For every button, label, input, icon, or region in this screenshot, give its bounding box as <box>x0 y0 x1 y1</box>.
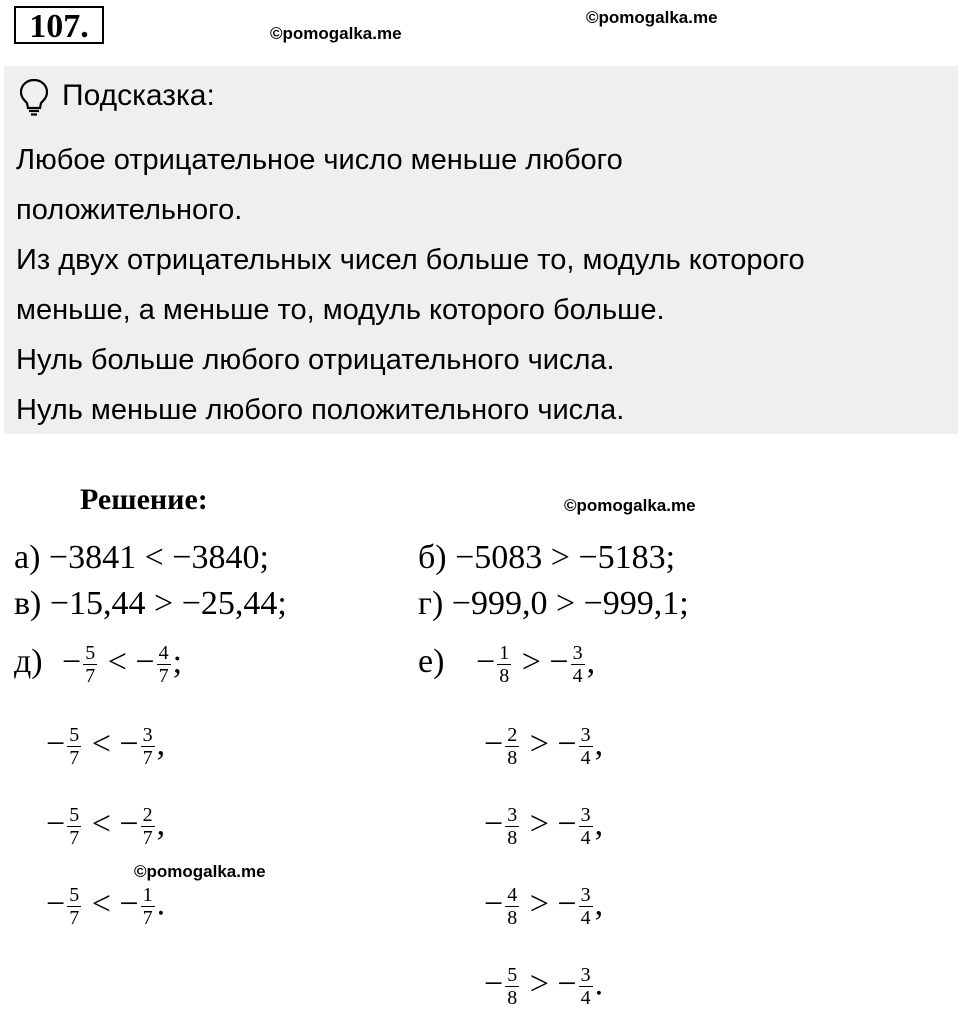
comparison-sign: > <box>513 643 550 681</box>
minus-sign: − <box>476 643 496 681</box>
fraction-left <box>505 964 519 1009</box>
numerator: 3 <box>507 804 518 826</box>
solution-g: г) −999,0 > −999,1; <box>418 585 689 622</box>
punctuation: . <box>594 965 604 1003</box>
numerator: 3 <box>580 964 591 986</box>
minus-sign: − <box>557 965 577 1003</box>
fraction-left <box>83 642 97 687</box>
denominator: 7 <box>158 665 169 687</box>
solution-e-inequality <box>484 724 603 769</box>
numerator: 2 <box>142 804 153 826</box>
minus-sign: − <box>46 805 66 843</box>
minus-sign: − <box>46 725 66 763</box>
minus-sign: − <box>119 725 139 763</box>
solution-d-label: д) <box>14 643 43 680</box>
numerator: 4 <box>507 884 518 906</box>
fraction-right <box>141 724 155 769</box>
fraction-right <box>579 724 593 769</box>
numerator: 3 <box>580 804 591 826</box>
numerator: 5 <box>69 884 80 906</box>
punctuation: , <box>156 725 166 763</box>
denominator: 7 <box>85 665 96 687</box>
solution-e-inequality <box>484 884 603 929</box>
solution-b: б) −5083 > −5183; <box>418 539 676 576</box>
minus-sign: − <box>484 805 504 843</box>
fraction-left <box>67 724 81 769</box>
solution-d-inequality <box>46 724 165 769</box>
denominator: 4 <box>580 827 591 849</box>
fraction-right <box>579 964 593 1009</box>
watermark: ©pomogalka.me <box>586 8 718 27</box>
problem-number: 107. <box>14 6 104 44</box>
numerator: 5 <box>69 804 80 826</box>
solution-e-inequality <box>476 642 595 687</box>
denominator: 8 <box>507 747 518 769</box>
hint-title: Подсказка: <box>62 79 215 112</box>
fraction-right <box>579 884 593 929</box>
hint-line: Из двух отрицательных чисел больше то, модуль которого <box>16 244 805 276</box>
denominator: 8 <box>499 665 510 687</box>
denominator: 4 <box>580 907 591 929</box>
minus-sign: − <box>549 643 569 681</box>
numerator: 1 <box>499 642 510 664</box>
minus-sign: − <box>557 885 577 923</box>
comparison-sign: > <box>521 965 558 1003</box>
solution-e-inequality <box>484 964 603 1009</box>
numerator: 3 <box>580 724 591 746</box>
denominator: 8 <box>507 907 518 929</box>
denominator: 7 <box>69 747 80 769</box>
denominator: 7 <box>142 747 153 769</box>
denominator: 4 <box>580 987 591 1009</box>
hint-line: положительного. <box>16 194 243 226</box>
solution-v: в) −15,44 > −25,44; <box>14 585 287 622</box>
comparison-sign: < <box>99 643 136 681</box>
denominator: 8 <box>507 827 518 849</box>
watermark: ©pomogalka.me <box>134 862 266 881</box>
numerator: 4 <box>158 642 169 664</box>
fraction-left <box>505 724 519 769</box>
numerator: 3 <box>142 724 153 746</box>
fraction-left <box>505 804 519 849</box>
punctuation: ; <box>172 643 183 681</box>
fraction-right <box>579 804 593 849</box>
denominator: 7 <box>142 827 153 849</box>
punctuation: , <box>156 805 166 843</box>
fraction-left <box>67 884 81 929</box>
fraction-left <box>67 804 81 849</box>
solution-e-inequality <box>484 804 603 849</box>
numerator: 3 <box>580 884 591 906</box>
punctuation: , <box>594 885 604 923</box>
numerator: 2 <box>507 724 518 746</box>
solution-d-inequality <box>46 804 165 849</box>
solution-d-inequality <box>62 642 182 687</box>
numerator: 5 <box>85 642 96 664</box>
minus-sign: − <box>135 643 155 681</box>
denominator: 8 <box>507 987 518 1009</box>
hint-line: Нуль больше любого отрицательного числа. <box>16 344 615 376</box>
watermark: ©pomogalka.me <box>564 496 696 515</box>
hint-line: Нуль меньше любого положительного числа. <box>16 394 625 426</box>
comparison-sign: < <box>83 805 120 843</box>
numerator: 1 <box>142 884 153 906</box>
denominator: 7 <box>69 827 80 849</box>
minus-sign: − <box>119 805 139 843</box>
fraction-right <box>141 804 155 849</box>
fraction-left <box>505 884 519 929</box>
denominator: 4 <box>572 665 583 687</box>
solution-d-inequality <box>46 884 165 929</box>
solution-title: Решение: <box>80 483 208 516</box>
solution-e-label: е) <box>418 643 445 680</box>
minus-sign: − <box>557 805 577 843</box>
hint-line: меньше, а меньше то, модуль которого больше. <box>16 294 665 326</box>
comparison-sign: < <box>83 725 120 763</box>
minus-sign: − <box>484 725 504 763</box>
minus-sign: − <box>62 643 82 681</box>
fraction-right <box>141 884 155 929</box>
minus-sign: − <box>484 885 504 923</box>
punctuation: , <box>594 725 604 763</box>
denominator: 7 <box>142 907 153 929</box>
comparison-sign: > <box>521 805 558 843</box>
fraction-right <box>157 642 171 687</box>
minus-sign: − <box>484 965 504 1003</box>
lightbulb-icon <box>18 78 50 116</box>
punctuation: , <box>594 805 604 843</box>
comparison-sign: > <box>521 885 558 923</box>
solution-a: а) −3841 < −3840; <box>14 539 269 576</box>
punctuation: , <box>586 643 596 681</box>
numerator: 5 <box>69 724 80 746</box>
denominator: 4 <box>580 747 591 769</box>
comparison-sign: > <box>521 725 558 763</box>
numerator: 5 <box>507 964 518 986</box>
denominator: 7 <box>69 907 80 929</box>
watermark: ©pomogalka.me <box>270 24 402 43</box>
punctuation: . <box>156 885 166 923</box>
fraction-left <box>497 642 511 687</box>
minus-sign: − <box>46 885 66 923</box>
minus-sign: − <box>557 725 577 763</box>
minus-sign: − <box>119 885 139 923</box>
comparison-sign: < <box>83 885 120 923</box>
hint-line: Любое отрицательное число меньше любого <box>16 144 623 176</box>
numerator: 3 <box>572 642 583 664</box>
fraction-right <box>571 642 585 687</box>
